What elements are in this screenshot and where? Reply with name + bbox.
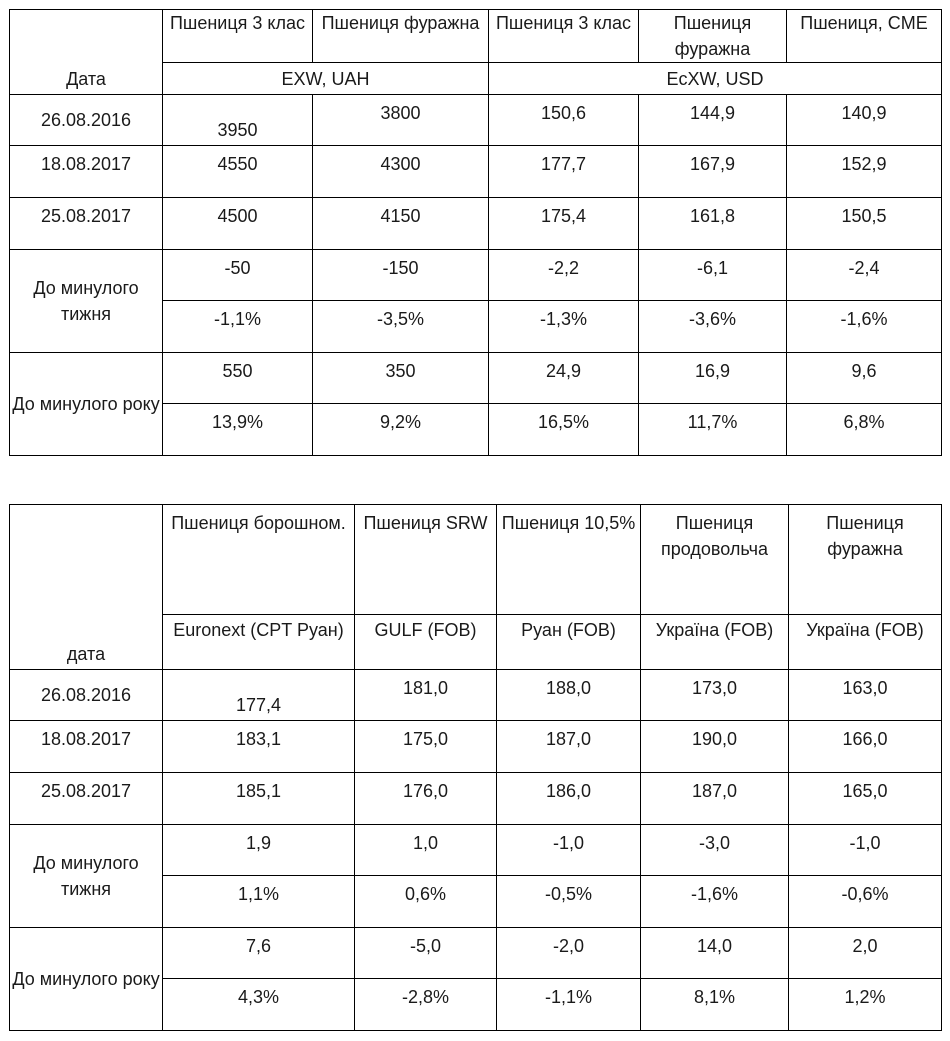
cell: 152,9	[787, 146, 942, 198]
cell: 165,0	[789, 773, 942, 825]
column-header: Пшениця 3 клас	[163, 10, 313, 63]
cell: 177,7	[489, 146, 639, 198]
cell: -1,3%	[489, 301, 639, 353]
row-date: 18.08.2017	[10, 146, 163, 198]
cell: 1,2%	[789, 979, 942, 1031]
cell: 187,0	[497, 721, 641, 773]
cell: -50	[163, 250, 313, 301]
cell: 177,4	[163, 670, 355, 721]
cell: 14,0	[641, 928, 789, 979]
cell: 187,0	[641, 773, 789, 825]
cell: 150,6	[489, 95, 639, 146]
cell: 16,5%	[489, 404, 639, 456]
column-header: Пшениця фуражна	[789, 505, 942, 615]
cell: 4150	[313, 198, 489, 250]
cell: -1,1%	[497, 979, 641, 1031]
cell: 175,0	[355, 721, 497, 773]
cell: 2,0	[789, 928, 942, 979]
cell: -0,5%	[497, 876, 641, 928]
cell: -2,2	[489, 250, 639, 301]
cell: 4300	[313, 146, 489, 198]
cell: -6,1	[639, 250, 787, 301]
cell: 16,9	[639, 353, 787, 404]
cell: -1,6%	[641, 876, 789, 928]
column-header: Пшениця SRW	[355, 505, 497, 615]
cell: -0,6%	[789, 876, 942, 928]
column-header: Пшениця борошном.	[163, 505, 355, 615]
cell: 24,9	[489, 353, 639, 404]
cell: -1,0	[497, 825, 641, 876]
cell: 550	[163, 353, 313, 404]
cell: 11,7%	[639, 404, 787, 456]
date-header: дата	[10, 505, 163, 670]
cell: 181,0	[355, 670, 497, 721]
column-header: Пшениця, CME	[787, 10, 942, 63]
cell: 13,9%	[163, 404, 313, 456]
cell: 1,9	[163, 825, 355, 876]
column-header: Пшениця продовольча	[641, 505, 789, 615]
basis-header: Україна (FOB)	[789, 615, 942, 670]
cell: 4,3%	[163, 979, 355, 1031]
basis-header: GULF (FOB)	[355, 615, 497, 670]
cell: -1,6%	[787, 301, 942, 353]
cell: 1,0	[355, 825, 497, 876]
basis-header: Україна (FOB)	[641, 615, 789, 670]
cell: 175,4	[489, 198, 639, 250]
column-header: Пшениця фуражна	[639, 10, 787, 63]
cell: 150,5	[787, 198, 942, 250]
cell: 350	[313, 353, 489, 404]
cell: -3,6%	[639, 301, 787, 353]
cell: 144,9	[639, 95, 787, 146]
cell: 3800	[313, 95, 489, 146]
cell: 185,1	[163, 773, 355, 825]
cell: 163,0	[789, 670, 942, 721]
cell: 9,6	[787, 353, 942, 404]
cell: 4500	[163, 198, 313, 250]
cell: 0,6%	[355, 876, 497, 928]
cell: 167,9	[639, 146, 787, 198]
week-change-label: До минулого тижня	[10, 250, 163, 353]
cell: -5,0	[355, 928, 497, 979]
row-date: 26.08.2016	[10, 670, 163, 721]
cell: 166,0	[789, 721, 942, 773]
cell: 7,6	[163, 928, 355, 979]
group-header-uah: EXW, UAH	[163, 63, 489, 95]
row-date: 26.08.2016	[10, 95, 163, 146]
cell: 140,9	[787, 95, 942, 146]
cell: 190,0	[641, 721, 789, 773]
cell: 183,1	[163, 721, 355, 773]
row-date: 25.08.2017	[10, 198, 163, 250]
date-header: Дата	[10, 10, 163, 95]
cell: 186,0	[497, 773, 641, 825]
column-header: Пшениця фуражна	[313, 10, 489, 63]
cell: -3,5%	[313, 301, 489, 353]
cell: 176,0	[355, 773, 497, 825]
cell: 8,1%	[641, 979, 789, 1031]
cell: 4550	[163, 146, 313, 198]
export-price-table	[9, 504, 942, 1031]
cell: 188,0	[497, 670, 641, 721]
cell: -150	[313, 250, 489, 301]
column-header: Пшениця 3 клас	[489, 10, 639, 63]
cell: -3,0	[641, 825, 789, 876]
cell: -2,4	[787, 250, 942, 301]
cell: 1,1%	[163, 876, 355, 928]
row-date: 18.08.2017	[10, 721, 163, 773]
group-header-usd: EcXW, USD	[489, 63, 942, 95]
year-change-label: До минулого року	[10, 353, 163, 456]
cell: -1,0	[789, 825, 942, 876]
cell: -1,1%	[163, 301, 313, 353]
exw-price-table	[9, 9, 942, 456]
cell: 9,2%	[313, 404, 489, 456]
cell: 3950	[163, 95, 313, 146]
cell: 161,8	[639, 198, 787, 250]
cell: -2,8%	[355, 979, 497, 1031]
cell: 6,8%	[787, 404, 942, 456]
basis-header: Руан (FOB)	[497, 615, 641, 670]
basis-header: Euronext (CPT Руан)	[163, 615, 355, 670]
year-change-label: До минулого року	[10, 928, 163, 1031]
cell: 173,0	[641, 670, 789, 721]
row-date: 25.08.2017	[10, 773, 163, 825]
column-header: Пшениця 10,5%	[497, 505, 641, 615]
week-change-label: До минулого тижня	[10, 825, 163, 928]
cell: -2,0	[497, 928, 641, 979]
